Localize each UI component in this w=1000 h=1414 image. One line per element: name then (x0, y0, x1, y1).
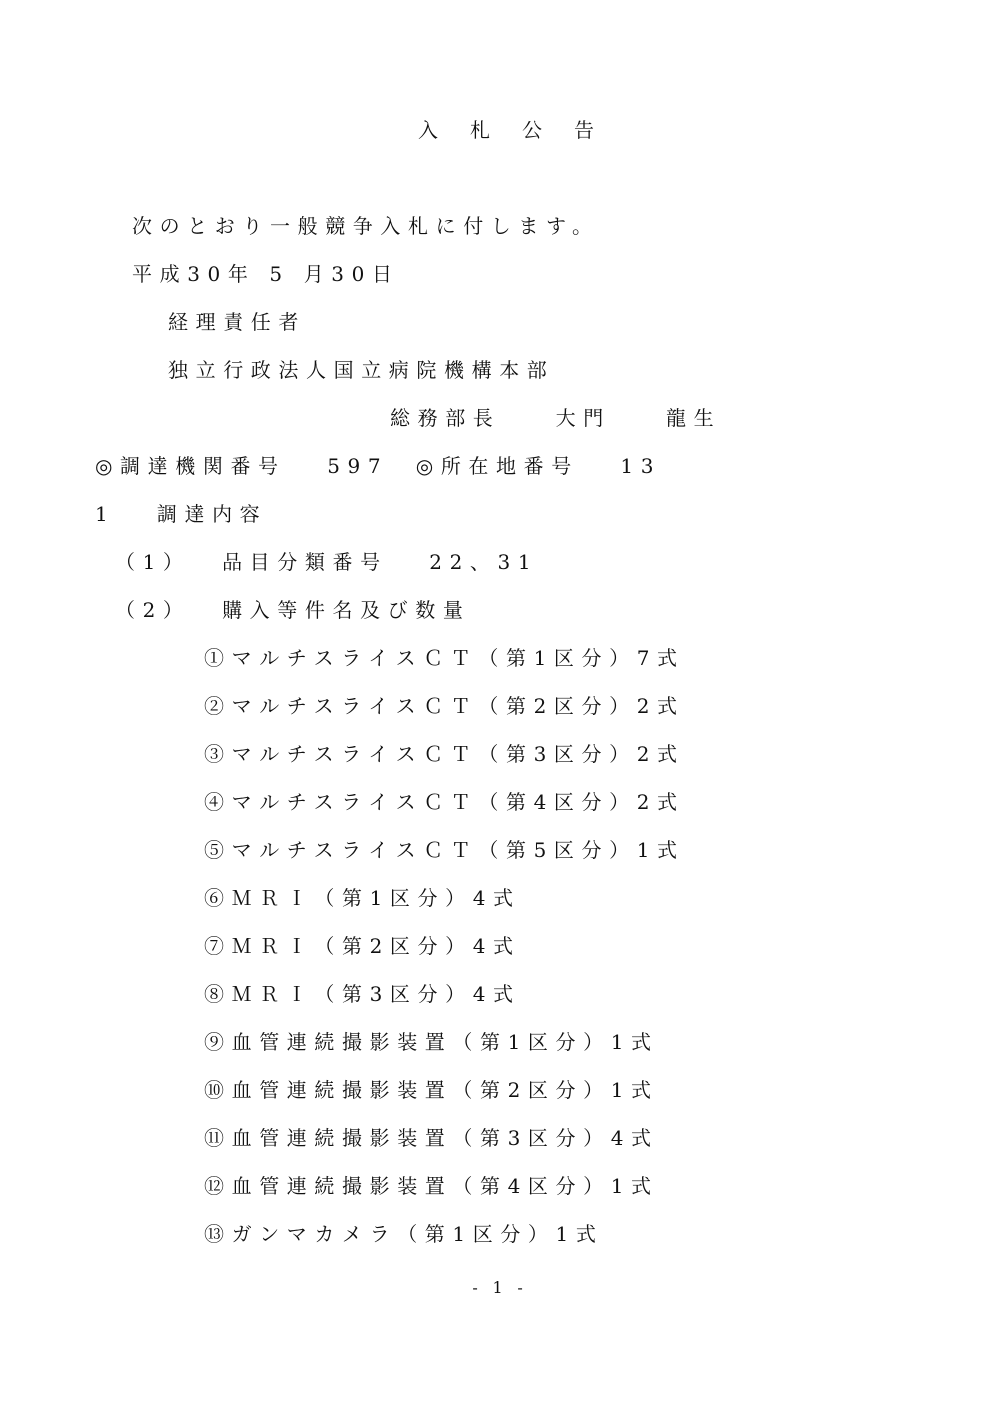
classification-item: （1） 品目分類番号 22、31 (115, 550, 539, 574)
official-role: 経理責任者 (168, 310, 306, 334)
purchase-heading: （2） 購入等件名及び数量 (115, 598, 471, 622)
purchase-item: ⑦ＭＲＩ（第2区分）4式 (204, 934, 521, 958)
purchase-item: ④マルチスライスＣＴ（第4区分）2式 (204, 790, 685, 814)
document-title: 入札公告 (418, 118, 626, 142)
section-heading: 1 調達内容 (95, 502, 268, 526)
intro-text: 次のとおり一般競争入札に付します。 (132, 214, 600, 238)
purchase-item: ②マルチスライスＣＴ（第2区分）2式 (204, 694, 685, 718)
purchase-item: ①マルチスライスＣＴ（第1区分）7式 (204, 646, 685, 670)
page-number: - 1 - (472, 1278, 528, 1297)
purchase-item: ⑪血管連続撮影装置（第3区分）4式 (204, 1126, 659, 1150)
official-name: 総務部長 大門 龍生 (390, 406, 722, 430)
purchase-item: ⑤マルチスライスＣＴ（第5区分）1式 (204, 838, 685, 862)
purchase-item: ⑥ＭＲＩ（第1区分）4式 (204, 886, 521, 910)
procurement-id-line: ◎調達機関番号 597 ◎所在地番号 13 (95, 454, 662, 478)
purchase-item: ⑨血管連続撮影装置（第1区分）1式 (204, 1030, 659, 1054)
purchase-item: ③マルチスライスＣＴ（第3区分）2式 (204, 742, 685, 766)
purchase-item: ⑩血管連続撮影装置（第2区分）1式 (204, 1078, 659, 1102)
purchase-item: ⑧ＭＲＩ（第3区分）4式 (204, 982, 521, 1006)
notice-date: 平成30年 5 月30日 (132, 262, 400, 286)
purchase-item: ⑬ガンマカメラ（第1区分）1式 (204, 1222, 604, 1246)
organization-name: 独立行政法人国立病院機構本部 (168, 358, 555, 382)
purchase-item: ⑫血管連続撮影装置（第4区分）1式 (204, 1174, 659, 1198)
